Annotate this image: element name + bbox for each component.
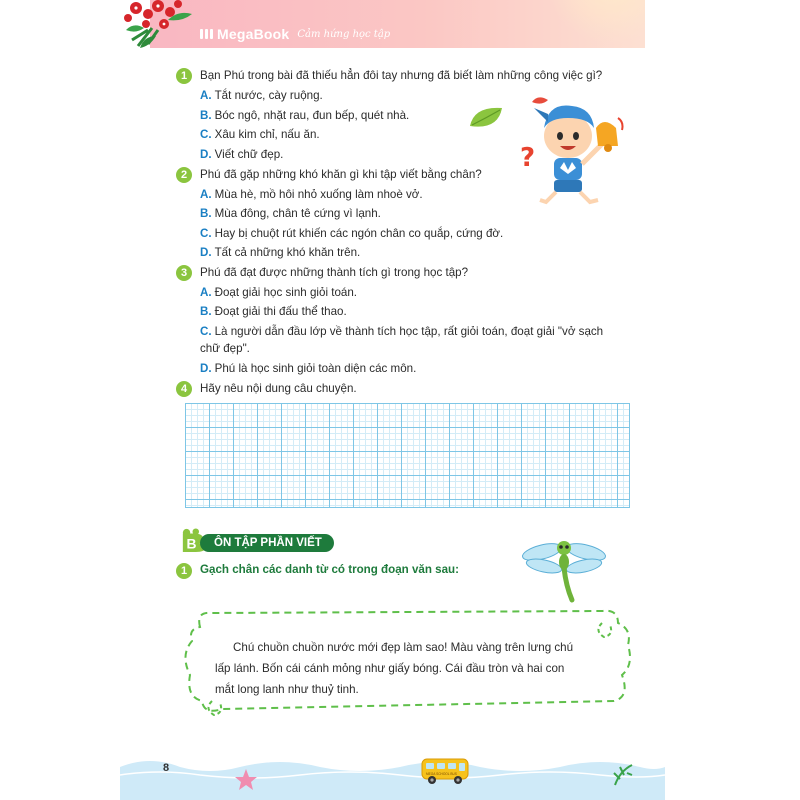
option-c: C. Là người dẫn đầu lớp về thành tích học tập, rất giỏi toán, đoạt giải "vở sạch [200, 325, 604, 338]
question-number-badge: 3 [176, 265, 192, 281]
question-number-badge: 1 [176, 68, 192, 84]
question-text: Phú đã gặp những khó khăn gì khi tập viết bằng chân? [200, 168, 482, 181]
option-d: D. Viết chữ đẹp. [200, 148, 284, 161]
option-c: C. Xâu kim chỉ, nấu ăn. [200, 128, 320, 141]
option-c-continued: chữ đẹp". [200, 342, 250, 355]
passage-line-3: mắt long lanh như thuỷ tinh. [215, 683, 359, 696]
brand-slogan: Cảm hứng học tập [297, 28, 391, 40]
question-number-badge: 2 [176, 167, 192, 183]
footer-wave-decoration [120, 745, 665, 800]
exercise-number-badge: 1 [176, 563, 192, 579]
leaf-icon [468, 104, 504, 132]
question-number-badge: 4 [176, 381, 192, 397]
brand-mark-icon [200, 28, 214, 40]
kid-with-bell-illustration [518, 88, 628, 208]
writing-grid[interactable] [185, 403, 630, 508]
passage-line-2: lấp lánh. Bốn cái cánh mỏng như giấy bóng. Cái đầu tròn và hai con [215, 662, 565, 675]
question-text: Bạn Phú trong bài đã thiếu hẳn đôi tay nhưng đã biết làm những công việc gì? [200, 69, 603, 82]
option-b: B. Bóc ngô, nhặt rau, đun bếp, quét nhà. [200, 109, 410, 122]
school-bus-icon [420, 755, 472, 787]
svg-text:B: B [186, 535, 197, 552]
option-a: A. Tắt nước, cày ruộng. [200, 89, 323, 102]
svg-text:?: ? [520, 143, 536, 173]
svg-text:MEGA SCHOOL BUS: MEGA SCHOOL BUS [426, 772, 457, 776]
exercise-instruction: Gạch chân các danh từ có trong đoạn văn sau: [200, 563, 459, 576]
passage-paragraph [215, 637, 605, 700]
option-a: A. Mùa hè, mồ hôi nhỏ xuống làm nhoè vở. [200, 188, 423, 201]
dragonfly-icon [520, 538, 610, 606]
option-d: D. Phú là học sinh giỏi toàn diện các môn. [200, 362, 417, 375]
brand-name: MegaBook [217, 26, 290, 42]
flower-decoration-icon [118, 0, 198, 50]
question-text: Hãy nêu nội dung câu chuyện. [200, 382, 357, 395]
passage-line-1: Chú chuồn chuồn nước mới đẹp làm sao! Màu vàng trên lưng chú [233, 641, 574, 654]
brand-logo [200, 26, 390, 42]
page-number: 8 [163, 762, 170, 774]
option-b: B. Mùa đông, chân tê cứng vì lạnh. [200, 207, 381, 220]
option-b: B. Đoạt giải thi đấu thể thao. [200, 305, 347, 318]
question-text: Phú đã đạt được những thành tích gì trong học tập? [200, 266, 469, 279]
option-d: D. Tất cả những khó khăn trên. [200, 246, 361, 259]
option-a: A. Đoạt giải học sinh giỏi toán. [200, 286, 358, 299]
section-title: ÔN TẬP PHẦN VIẾT [200, 534, 334, 552]
option-c: C. Hay bị chuột rút khiến các ngón chân co quắp, cứng đờ. [200, 227, 504, 240]
